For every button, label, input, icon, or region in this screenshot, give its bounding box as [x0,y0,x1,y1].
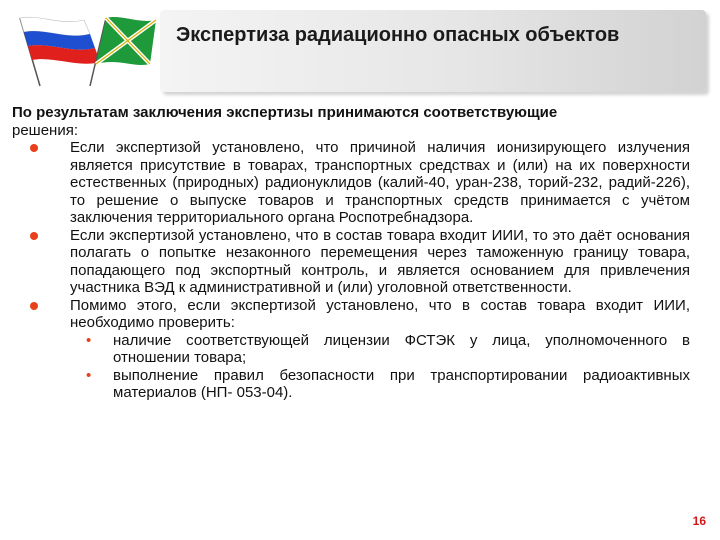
bullet-text: Помимо этого, если экспертизой установлено, что в состав товара входит ИИИ, необходимо проверить: [70,296,690,331]
sub-list-item [70,332,690,367]
list-item [12,227,690,297]
title-bar [160,10,706,92]
slide-title: Экспертиза радиационно опасных объектов [176,24,620,46]
sub-list-item [70,367,690,402]
sub-bullet-marker-icon: • [86,331,92,349]
sub-bullet-text: выполнение правил безопасности при транспортировании радиоактивных материалов (НП- 053-04). [113,366,690,401]
russian-flag-icon [20,17,100,86]
bullet-dot-icon [30,232,38,240]
slide-content [12,104,690,402]
bullet-text: Если экспертизой установлено, что в состав товара входит ИИИ, то это даёт основания полагать о попытке незаконного перемещения через таможенную границу товара, попадающего под экспортный контроль, и является основанием для привлечения участника ВЭД к административной и (или) уголовной ответственности. [70,226,690,296]
intro-paragraph [12,104,690,139]
intro-rest: решения: [12,121,79,139]
flags-graphic [10,12,160,90]
bullet-dot-icon [30,144,38,152]
sub-bullet-marker-icon: • [86,366,92,384]
bullet-text: Если экспертизой установлено, что причиной наличия ионизирующего излучения является присутствие в товарах, транспортных средствах и (или) на их поверхности естественных (природных) радионуклидов (калий-40, уран-238, торий-232, радий-226), то решение о выпуске товаров и транспортных средств принимается с учётом заключения территориального органа Роспотребнадзора. [70,139,690,226]
list-item [12,297,690,402]
sub-bullet-text: наличие соответствующей лицензии ФСТЭК у лица, уполномоченного в отношении товара; [113,331,690,366]
page-number: 16 [692,514,706,528]
intro-bold: По результатам заключения экспертизы принимаются соответствующие [12,104,558,121]
bullet-dot-icon [30,302,38,310]
sub-bullet-list [70,332,690,402]
bullet-list [12,139,690,402]
customs-flag-icon [90,17,156,86]
list-item [12,139,690,227]
